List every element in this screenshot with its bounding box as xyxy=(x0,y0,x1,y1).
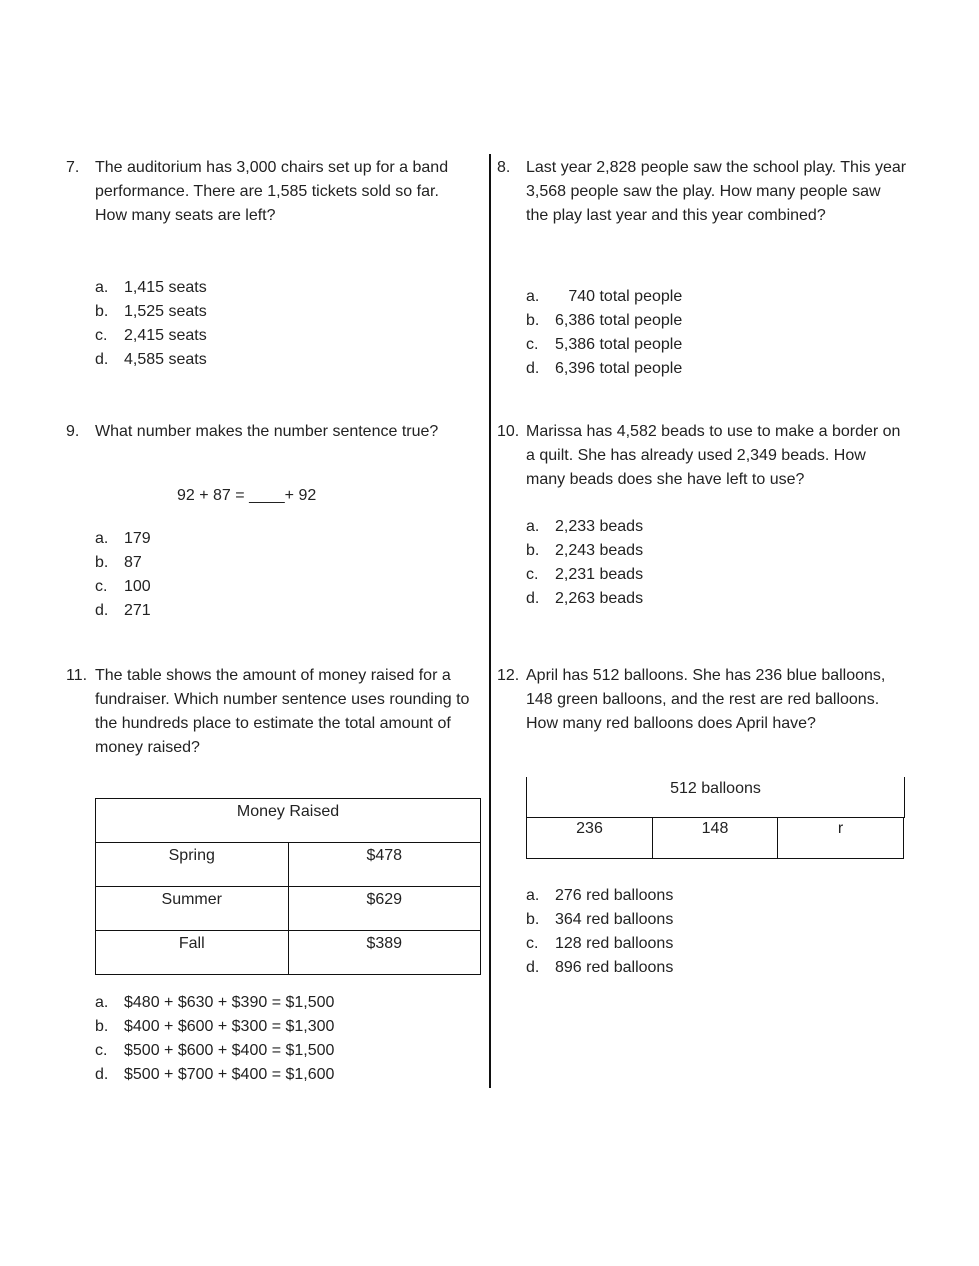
amount-cell: $629 xyxy=(288,887,481,931)
question-text: The table shows the amount of money raised for a fundraiser. Which number sentence uses rounding to the hundreds place to estimate the total amount of money raised? xyxy=(95,667,470,756)
table-row xyxy=(96,931,481,975)
question-number: 12. xyxy=(497,667,520,684)
tape-diagram xyxy=(526,777,905,860)
tape-part: 236 xyxy=(526,817,653,859)
question-text: Marissa has 4,582 beads to use to make a border on a quilt. She has already used 2,349 beads. How many beads does she have left to use? xyxy=(526,423,901,488)
tape-part: r xyxy=(777,817,904,859)
table-header-row xyxy=(96,799,481,843)
question-number: 8. xyxy=(497,159,511,176)
question-text: April has 512 balloons. She has 236 blue balloons, 148 green balloons, and the rest are red balloons. How many red balloons does April have? xyxy=(526,667,886,732)
money-raised-table xyxy=(95,798,481,975)
tape-total: 512 balloons xyxy=(526,777,905,818)
season-cell: Spring xyxy=(96,843,289,887)
amount-cell: $389 xyxy=(288,931,481,975)
question-text: Last year 2,828 people saw the school play. This year 3,568 people saw the play. How many people saw the play last year and this year combined? xyxy=(526,159,907,224)
column-divider xyxy=(489,154,491,1088)
question-number: 7. xyxy=(66,159,80,176)
question-number: 11. xyxy=(66,667,88,684)
question-text: The auditorium has 3,000 chairs set up for a band performance. There are 1,585 tickets sold so far. How many seats are left? xyxy=(95,159,449,224)
season-cell: Summer xyxy=(96,887,289,931)
tape-part: 148 xyxy=(652,817,778,859)
number-sentence: 92 + 87 = ____+ 92 xyxy=(177,487,317,504)
table-row xyxy=(96,887,481,931)
season-cell: Fall xyxy=(96,931,289,975)
table-row xyxy=(96,843,481,887)
question-text: What number makes the number sentence true? xyxy=(95,423,439,440)
table-title: Money Raised xyxy=(96,799,481,843)
amount-cell: $478 xyxy=(288,843,481,887)
question-number: 9. xyxy=(66,423,80,440)
question-number: 10. xyxy=(497,423,520,440)
